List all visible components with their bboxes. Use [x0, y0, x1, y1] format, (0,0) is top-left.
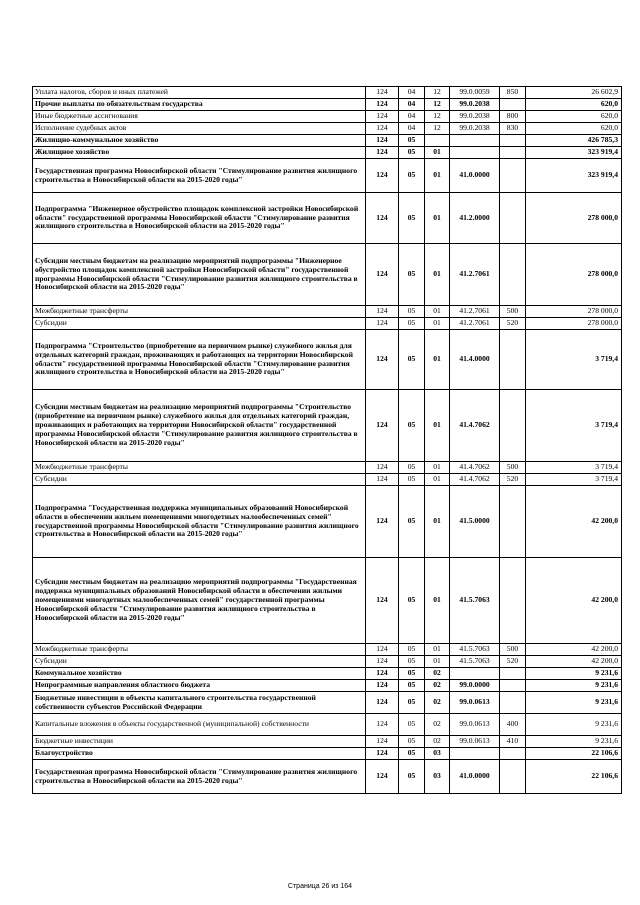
row-amount: 9 231,6 [526, 668, 622, 680]
row-ministry-code: 124 [366, 318, 399, 330]
row-name: Межбюджетные трансферты [33, 644, 366, 656]
row-target-code: 41.2.7061 [450, 306, 500, 318]
row-target-code: 41.0.0000 [450, 159, 500, 193]
row-section-code: 05 [399, 760, 425, 794]
row-section-code: 05 [399, 486, 425, 558]
table-row [33, 736, 622, 748]
table-row [33, 462, 622, 474]
table-row [33, 668, 622, 680]
row-amount: 3 719,4 [526, 474, 622, 486]
budget-table [32, 86, 622, 794]
row-section-code: 05 [399, 692, 425, 714]
row-name: Межбюджетные трансферты [33, 306, 366, 318]
row-name: Жилищно-коммунальное хозяйство [33, 135, 366, 147]
row-name: Субсидии [33, 474, 366, 486]
row-expense-type [500, 748, 526, 760]
row-target-code: 41.0.0000 [450, 760, 500, 794]
row-amount: 9 231,6 [526, 680, 622, 692]
row-target-code: 41.4.7062 [450, 462, 500, 474]
row-ministry-code: 124 [366, 147, 399, 159]
row-name: Государственная программа Новосибирской области "Стимулирование развития жилищного строительства в Новосибирской области на 2015-2020 годы" [33, 760, 366, 794]
row-subsection-code: 03 [425, 748, 450, 760]
row-expense-type [500, 486, 526, 558]
row-name: Государственная программа Новосибирской области "Стимулирование развития жилищного строительства в Новосибирской области на 2015-2020 годы" [33, 159, 366, 193]
table-row [33, 760, 622, 794]
row-target-code [450, 147, 500, 159]
row-name: Субсидии [33, 318, 366, 330]
table-row [33, 318, 622, 330]
row-name: Межбюджетные трансферты [33, 462, 366, 474]
row-name: Подпрограмма "Строительство (приобретение на первичном рынке) служебного жилья для отдельных категорий граждан, проживающих и работающих на территории Новосибирской области" государственной программы Новосибирской области "Стимулирование развития жилищного строительства в Новосибирской области на 2015-2020 годы" [33, 330, 366, 390]
table-row [33, 486, 622, 558]
row-target-code: 99.0.0613 [450, 736, 500, 748]
table-row [33, 330, 622, 390]
row-target-code: 41.2.7061 [450, 318, 500, 330]
row-expense-type [500, 692, 526, 714]
table-row [33, 135, 622, 147]
row-amount: 9 231,6 [526, 692, 622, 714]
row-target-code [450, 668, 500, 680]
row-amount: 22 106,6 [526, 748, 622, 760]
row-amount: 620,0 [526, 99, 622, 111]
row-amount: 426 785,3 [526, 135, 622, 147]
row-expense-type: 520 [500, 474, 526, 486]
row-section-code: 05 [399, 462, 425, 474]
row-name: Субсидии местным бюджетам на реализацию мероприятий подпрограммы "Строительство (приобретение на первичном рынке) служебного жилья для отдельных категорий граждан, проживающих и работающих на территории Новосибирской области" государственной программы Новосибирской области "Стимулирование развития жилищного строительства в Новосибирской области на 2015-2020 годы" [33, 390, 366, 462]
row-ministry-code: 124 [366, 558, 399, 644]
row-name: Прочие выплаты по обязательствам государства [33, 99, 366, 111]
row-ministry-code: 124 [366, 306, 399, 318]
row-subsection-code: 01 [425, 244, 450, 306]
row-ministry-code: 124 [366, 330, 399, 390]
table-row [33, 644, 622, 656]
row-section-code: 04 [399, 87, 425, 99]
row-ministry-code: 124 [366, 486, 399, 558]
row-subsection-code: 01 [425, 306, 450, 318]
row-subsection-code: 03 [425, 760, 450, 794]
row-section-code: 05 [399, 193, 425, 244]
row-subsection-code: 12 [425, 87, 450, 99]
row-expense-type: 500 [500, 462, 526, 474]
row-ministry-code: 124 [366, 135, 399, 147]
row-ministry-code: 124 [366, 644, 399, 656]
row-section-code: 05 [399, 656, 425, 668]
table-row [33, 87, 622, 99]
row-section-code: 05 [399, 748, 425, 760]
row-expense-type: 830 [500, 123, 526, 135]
row-amount: 22 106,6 [526, 760, 622, 794]
row-ministry-code: 124 [366, 668, 399, 680]
row-ministry-code: 124 [366, 692, 399, 714]
row-amount: 3 719,4 [526, 390, 622, 462]
row-amount: 278 000,0 [526, 193, 622, 244]
row-amount: 620,0 [526, 123, 622, 135]
row-expense-type [500, 135, 526, 147]
table-row [33, 111, 622, 123]
row-target-code: 41.5.7063 [450, 558, 500, 644]
row-subsection-code: 12 [425, 123, 450, 135]
row-subsection-code: 12 [425, 111, 450, 123]
row-section-code: 05 [399, 680, 425, 692]
row-section-code: 05 [399, 668, 425, 680]
row-target-code: 41.2.0000 [450, 193, 500, 244]
table-row [33, 474, 622, 486]
row-expense-type: 520 [500, 318, 526, 330]
row-target-code: 41.5.7063 [450, 644, 500, 656]
table-row [33, 680, 622, 692]
row-subsection-code: 02 [425, 692, 450, 714]
row-expense-type: 400 [500, 714, 526, 736]
row-ministry-code: 124 [366, 474, 399, 486]
row-subsection-code: 12 [425, 99, 450, 111]
row-section-code: 05 [399, 318, 425, 330]
row-subsection-code: 01 [425, 656, 450, 668]
row-expense-type: 500 [500, 306, 526, 318]
row-amount: 3 719,4 [526, 330, 622, 390]
row-ministry-code: 124 [366, 123, 399, 135]
row-subsection-code: 01 [425, 159, 450, 193]
row-expense-type: 500 [500, 644, 526, 656]
row-ministry-code: 124 [366, 193, 399, 244]
row-target-code: 99.0.0059 [450, 87, 500, 99]
row-amount: 3 719,4 [526, 462, 622, 474]
row-subsection-code: 02 [425, 714, 450, 736]
row-ministry-code: 124 [366, 656, 399, 668]
row-target-code: 41.4.0000 [450, 330, 500, 390]
row-expense-type [500, 760, 526, 794]
row-amount: 42 200,0 [526, 486, 622, 558]
row-ministry-code: 124 [366, 244, 399, 306]
row-subsection-code: 01 [425, 474, 450, 486]
row-target-code: 99.0.0613 [450, 714, 500, 736]
row-target-code: 99.0.0000 [450, 680, 500, 692]
row-expense-type [500, 390, 526, 462]
row-expense-type: 410 [500, 736, 526, 748]
row-name: Благоустройство [33, 748, 366, 760]
row-amount: 9 231,6 [526, 714, 622, 736]
row-amount: 620,0 [526, 111, 622, 123]
row-target-code: 99.0.2038 [450, 111, 500, 123]
row-section-code: 04 [399, 99, 425, 111]
row-target-code: 99.0.0613 [450, 692, 500, 714]
row-target-code: 99.0.2038 [450, 123, 500, 135]
row-name: Субсидии [33, 656, 366, 668]
row-name: Коммунальное хозяйство [33, 668, 366, 680]
row-section-code: 04 [399, 111, 425, 123]
row-expense-type: 800 [500, 111, 526, 123]
row-ministry-code: 124 [366, 760, 399, 794]
row-expense-type [500, 668, 526, 680]
table-row [33, 244, 622, 306]
row-name: Субсидии местным бюджетам на реализацию мероприятий подпрограммы "Инженерное обустройство площадок комплексной застройки Новосибирской области" государственной программы Новосибирской области "Стимулирование развития жилищного строительства в Новосибирской области на 2015-2020 годы" [33, 244, 366, 306]
row-expense-type [500, 330, 526, 390]
page-number: Страница 26 из 164 [287, 883, 353, 890]
row-section-code: 05 [399, 736, 425, 748]
row-target-code: 41.5.7063 [450, 656, 500, 668]
row-section-code: 05 [399, 244, 425, 306]
row-name: Капитальные вложения в объекты государственной (муниципальной) собственности [33, 714, 366, 736]
table-row [33, 748, 622, 760]
table-row [33, 558, 622, 644]
row-expense-type [500, 244, 526, 306]
row-subsection-code: 01 [425, 330, 450, 390]
row-subsection-code: 02 [425, 680, 450, 692]
row-subsection-code: 02 [425, 668, 450, 680]
table-row [33, 123, 622, 135]
row-target-code: 41.4.7062 [450, 390, 500, 462]
table-row [33, 147, 622, 159]
row-target-code [450, 135, 500, 147]
row-ministry-code: 124 [366, 462, 399, 474]
row-expense-type: 850 [500, 87, 526, 99]
row-section-code: 05 [399, 147, 425, 159]
table-row [33, 306, 622, 318]
row-subsection-code: 01 [425, 147, 450, 159]
row-name: Жилищное хозяйство [33, 147, 366, 159]
row-expense-type [500, 193, 526, 244]
row-expense-type: 520 [500, 656, 526, 668]
row-ministry-code: 124 [366, 99, 399, 111]
row-subsection-code: 02 [425, 736, 450, 748]
row-expense-type [500, 558, 526, 644]
row-amount: 42 200,0 [526, 644, 622, 656]
row-ministry-code: 124 [366, 714, 399, 736]
row-name: Подпрограмма "Инженерное обустройство площадок комплексной застройки Новосибирской области" государственной программы Новосибирской области "Стимулирование развития жилищного строительства в Новосибирской области на 2015-2020 годы" [33, 193, 366, 244]
row-subsection-code [425, 135, 450, 147]
row-subsection-code: 01 [425, 390, 450, 462]
row-section-code: 05 [399, 159, 425, 193]
row-amount: 9 231,6 [526, 736, 622, 748]
row-name: Бюджетные инвестиции [33, 736, 366, 748]
row-subsection-code: 01 [425, 318, 450, 330]
row-subsection-code: 01 [425, 644, 450, 656]
row-subsection-code: 01 [425, 462, 450, 474]
row-expense-type [500, 147, 526, 159]
row-name: Подпрограмма "Государственная поддержка муниципальных образований Новосибирской области в обеспечении жильем помещениями многодетных малообеспеченных семей" государственной программы Новосибирской области "Стимулирование развития жилищного строительства в Новосибирской области на 2015-2020 годы" [33, 486, 366, 558]
row-name: Непрограммные направления областного бюджета [33, 680, 366, 692]
table-row [33, 656, 622, 668]
budget-table-body [33, 87, 622, 794]
row-target-code: 41.5.0000 [450, 486, 500, 558]
row-name: Уплата налогов, сборов и иных платежей [33, 87, 366, 99]
row-ministry-code: 124 [366, 159, 399, 193]
row-section-code: 05 [399, 644, 425, 656]
row-section-code: 05 [399, 306, 425, 318]
table-row [33, 692, 622, 714]
row-ministry-code: 124 [366, 87, 399, 99]
row-amount: 278 000,0 [526, 318, 622, 330]
row-name: Исполнение судебных актов [33, 123, 366, 135]
row-section-code: 05 [399, 474, 425, 486]
row-expense-type [500, 680, 526, 692]
row-section-code: 05 [399, 714, 425, 736]
row-ministry-code: 124 [366, 680, 399, 692]
row-amount: 323 919,4 [526, 159, 622, 193]
row-section-code: 05 [399, 390, 425, 462]
row-amount: 278 000,0 [526, 244, 622, 306]
row-target-code: 41.4.7062 [450, 474, 500, 486]
row-expense-type [500, 99, 526, 111]
row-ministry-code: 124 [366, 748, 399, 760]
table-row [33, 99, 622, 111]
row-name: Иные бюджетные ассигнования [33, 111, 366, 123]
row-expense-type [500, 159, 526, 193]
row-subsection-code: 01 [425, 193, 450, 244]
row-target-code: 41.2.7061 [450, 244, 500, 306]
row-name: Субсидии местным бюджетам на реализацию мероприятий подпрограммы "Государственная поддержка муниципальных образований Новосибирской области в обеспечении жилыми помещениями многодетных малообеспеченных семей" государственной программы Новосибирской области "Стимулирование развития жилищного строительства в Новосибирской области на 2015-2020 годы" [33, 558, 366, 644]
row-target-code: 99.0.2038 [450, 99, 500, 111]
row-amount: 42 200,0 [526, 558, 622, 644]
row-amount: 323 919,4 [526, 147, 622, 159]
row-amount: 42 200,0 [526, 656, 622, 668]
row-ministry-code: 124 [366, 111, 399, 123]
row-section-code: 05 [399, 135, 425, 147]
row-section-code: 05 [399, 558, 425, 644]
row-amount: 278 000,0 [526, 306, 622, 318]
row-ministry-code: 124 [366, 736, 399, 748]
row-ministry-code: 124 [366, 390, 399, 462]
row-target-code [450, 748, 500, 760]
page-footer [0, 883, 640, 890]
row-name: Бюджетные инвестиции в объекты капитального строительства государственной собственности субъектов Российской Федерации [33, 692, 366, 714]
table-row [33, 193, 622, 244]
row-subsection-code: 01 [425, 486, 450, 558]
row-section-code: 04 [399, 123, 425, 135]
table-row [33, 159, 622, 193]
table-row [33, 714, 622, 736]
row-subsection-code: 01 [425, 558, 450, 644]
row-amount: 26 602,9 [526, 87, 622, 99]
table-row [33, 390, 622, 462]
row-section-code: 05 [399, 330, 425, 390]
